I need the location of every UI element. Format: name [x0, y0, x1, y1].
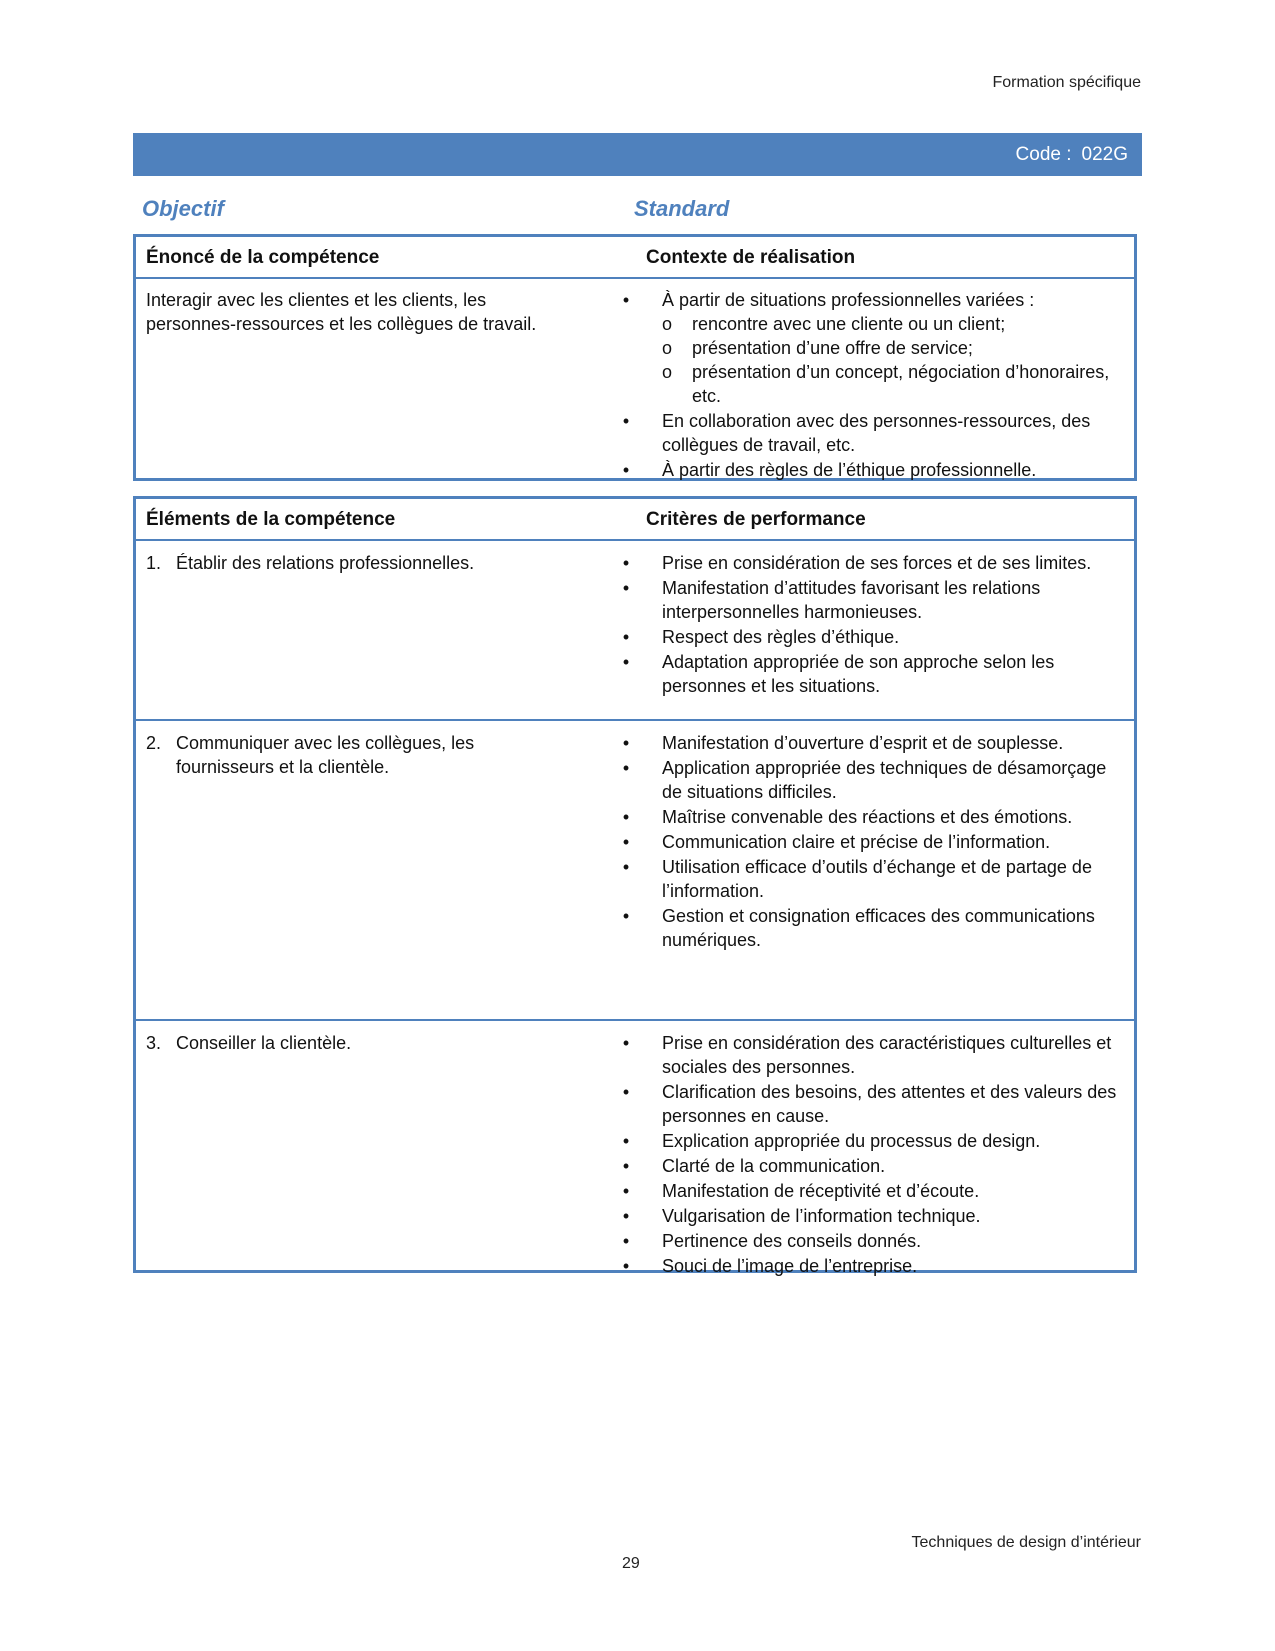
criterion-item	[616, 1179, 1126, 1203]
competence-row	[136, 279, 1134, 480]
statement-line-2: personnes-ressources et les collègues de travail.	[146, 314, 537, 334]
bullet-icon: •	[622, 1206, 630, 1226]
criterion-item	[616, 625, 1126, 649]
bullet-icon: •	[622, 578, 630, 598]
code-label: Code :	[1015, 144, 1072, 165]
criterion-item	[616, 855, 1126, 903]
bullet-icon: •	[622, 411, 630, 431]
objectif-title: Objectif	[142, 196, 224, 221]
bullet-icon: •	[622, 553, 630, 573]
criterion-text: Vulgarisation de l’information technique.	[662, 1206, 981, 1226]
criteria-header-label: Critères de performance	[646, 509, 866, 530]
bullet-icon: •	[622, 460, 630, 480]
context-subitem	[662, 312, 1126, 336]
criterion-text: Communication claire et précise de l’information.	[662, 832, 1051, 852]
criterion-item	[616, 1129, 1126, 1153]
context-list	[616, 288, 1126, 483]
context-subitem-text: présentation d’une offre de service;	[692, 338, 973, 358]
criterion-text: Clarification des besoins, des attentes et des valeurs des personnes en cause.	[662, 1082, 1117, 1126]
bullet-icon: •	[622, 652, 630, 672]
standard-title: Standard	[634, 196, 730, 221]
criterion-item	[616, 576, 1126, 624]
criterion-item	[616, 1204, 1126, 1228]
criterion-text: Souci de l’image de l’entreprise.	[662, 1256, 918, 1276]
context-text: En collaboration avec des personnes-ressources, des collègues de travail, etc.	[662, 411, 1091, 455]
criterion-item	[616, 551, 1126, 575]
bullet-icon: •	[622, 906, 630, 926]
competence-box	[133, 234, 1137, 481]
criteria-1	[616, 551, 1126, 699]
bullet-icon: •	[622, 1082, 630, 1102]
criterion-text: Utilisation efficace d’outils d’échange et de partage de l’information.	[662, 857, 1092, 901]
context-subitem	[662, 360, 1126, 408]
criterion-text: Adaptation appropriée de son approche selon les personnes et les situations.	[662, 652, 1055, 696]
element-number: 2.	[146, 733, 162, 753]
criterion-text: Gestion et consignation efficaces des communications numériques.	[662, 906, 1095, 950]
criteria-2	[616, 731, 1126, 953]
statement-header: Énoncé de la compétence	[146, 247, 380, 268]
competence-statement	[146, 288, 546, 336]
bullet-icon: •	[622, 1231, 630, 1251]
circle-bullet-icon: o	[662, 314, 673, 334]
criterion-item	[616, 805, 1126, 829]
element-2	[146, 731, 556, 779]
criterion-text: Prise en considération des caractéristiques culturelles et sociales des personnes.	[662, 1033, 1112, 1077]
context-subitem	[662, 336, 1126, 360]
criterion-text: Manifestation d’ouverture d’esprit et de souplesse.	[662, 733, 1064, 753]
code-bar	[133, 133, 1142, 176]
bullet-icon: •	[622, 627, 630, 647]
elements-header	[136, 499, 1134, 541]
criteria-3	[616, 1031, 1126, 1279]
statement-line-1: Interagir avec les clientes et les clients, les	[146, 290, 487, 310]
context-item	[616, 458, 1126, 482]
criterion-item	[616, 650, 1126, 698]
context-header: Contexte de réalisation	[646, 247, 856, 268]
element-row-1	[136, 541, 1134, 721]
context-text: À partir de situations professionnelles variées :	[662, 290, 1035, 310]
context-subitem-text: présentation d’un concept, négociation d’honoraires, etc.	[692, 362, 1110, 406]
criterion-item	[616, 1229, 1126, 1253]
criterion-text: Explication appropriée du processus de design.	[662, 1131, 1041, 1151]
bullet-icon: •	[622, 832, 630, 852]
code-value: 022G	[1081, 144, 1128, 165]
criterion-item	[616, 904, 1126, 952]
element-1	[146, 551, 576, 575]
bullet-icon: •	[622, 1131, 630, 1151]
criterion-text: Maîtrise convenable des réactions et des émotions.	[662, 807, 1073, 827]
competence-header	[136, 237, 1134, 279]
element-row-2	[136, 721, 1134, 1021]
element-number: 3.	[146, 1033, 162, 1053]
criterion-text: Prise en considération de ses forces et de ses limites.	[662, 553, 1092, 573]
element-text: Communiquer avec les collègues, les fournisseurs et la clientèle.	[176, 733, 475, 777]
criterion-item	[616, 1031, 1126, 1079]
bullet-icon: •	[622, 758, 630, 778]
running-title: Formation spécifique	[992, 74, 1141, 91]
criterion-text: Application appropriée des techniques de désamorçage de situations difficiles.	[662, 758, 1107, 802]
criterion-text: Clarté de la communication.	[662, 1156, 886, 1176]
bullet-icon: •	[622, 1156, 630, 1176]
circle-bullet-icon: o	[662, 338, 673, 358]
context-subitem-text: rencontre avec une cliente ou un client;	[692, 314, 1006, 334]
criterion-text: Respect des règles d’éthique.	[662, 627, 900, 647]
bullet-icon: •	[622, 807, 630, 827]
code	[1016, 144, 1128, 166]
bullet-icon: •	[622, 1181, 630, 1201]
criterion-item	[616, 830, 1126, 854]
bullet-icon: •	[622, 1033, 630, 1053]
criterion-text: Manifestation de réceptivité et d’écoute.	[662, 1181, 980, 1201]
criterion-text: Pertinence des conseils donnés.	[662, 1231, 922, 1251]
elements-header-label: Éléments de la compétence	[146, 509, 396, 530]
elements-box	[133, 496, 1137, 1276]
bullet-icon: •	[622, 1256, 630, 1276]
bullet-icon: •	[622, 733, 630, 753]
footer-program: Techniques de design d’intérieur	[911, 1534, 1141, 1551]
bullet-icon: •	[622, 857, 630, 877]
context-item	[616, 288, 1126, 408]
page-number: 29	[622, 1555, 640, 1572]
context-item	[616, 409, 1126, 457]
element-text: Conseiller la clientèle.	[176, 1033, 352, 1053]
criterion-item	[616, 1080, 1126, 1128]
criterion-item	[616, 1254, 1126, 1278]
element-number: 1.	[146, 553, 162, 573]
context-sublist	[662, 312, 1126, 408]
criterion-item	[616, 1154, 1126, 1178]
circle-bullet-icon: o	[662, 362, 673, 382]
criterion-item	[616, 756, 1126, 804]
context-text: À partir des règles de l’éthique professionnelle.	[662, 460, 1037, 480]
criterion-text: Manifestation d’attitudes favorisant les relations interpersonnelles harmonieuses.	[662, 578, 1041, 622]
element-row-3	[136, 1021, 1134, 1276]
element-3	[146, 1031, 576, 1055]
criterion-item	[616, 731, 1126, 755]
element-text: Établir des relations professionnelles.	[176, 553, 475, 573]
bullet-icon: •	[622, 290, 630, 310]
